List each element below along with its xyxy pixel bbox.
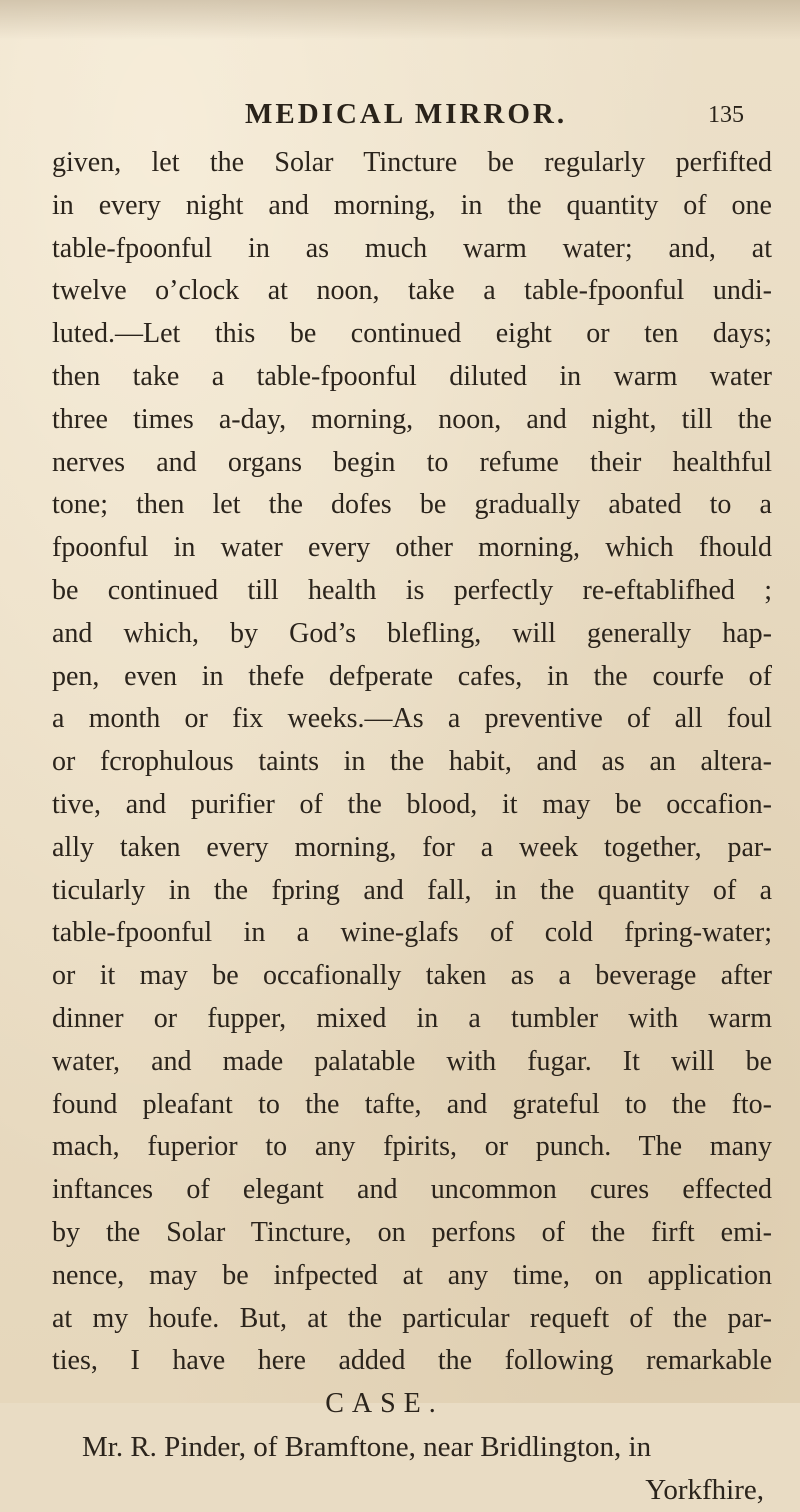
body-text [52, 142, 772, 1512]
text-line: dinner or fupper, mixed in a tumbler with warm [52, 1002, 772, 1034]
text-line: table-fpoonful in as much warm water; and, at [52, 232, 772, 264]
text-line: luted.—Let this be continued eight or ten days; [52, 318, 772, 350]
text-line: twelve o’clock at noon, take a table-fpoonful undi- [52, 275, 772, 307]
text-line: nerves and organs begin to refume their healthful [52, 446, 772, 478]
text-line: inftances of elegant and uncommon cures effected [52, 1174, 772, 1206]
text-line: tive, and purifier of the blood, it may be occafion- [52, 788, 772, 820]
text-line: three times a-day, morning, noon, and night, till the [52, 403, 772, 435]
text-line: ticularly in the fpring and fall, in the quantity of a [52, 874, 772, 906]
text-line: and which, by God’s blefling, will generally hap- [52, 617, 772, 649]
running-title: MEDICAL MIRROR. [245, 98, 568, 130]
running-head [0, 98, 800, 142]
text-line: table-fpoonful in a wine-glafs of cold fpring-water; [52, 917, 772, 949]
text-line: given, let the Solar Tincture be regularly perfifted [52, 147, 772, 178]
catchword: Yorkfhire, [645, 1473, 764, 1506]
page-number: 135 [708, 102, 744, 128]
text-line: mach, fuperior to any fpirits, or punch. The many [52, 1131, 772, 1163]
text-line: fpoonful in water every other morning, which fhould [52, 532, 772, 564]
text-line: nence, may be infpected at any time, on application [52, 1259, 772, 1291]
text-line: be continued till health is perfectly re-eftablifhed ; [52, 574, 772, 606]
page-edge-shadow [0, 0, 800, 40]
text-line: ties, I have here added the following remarkable [52, 1345, 772, 1377]
text-line: pen, even in thefe defperate cafes, in the courfe of [52, 660, 772, 692]
case-first-line: Mr. R. Pinder, of Bramftone, near Bridlington, in [82, 1430, 652, 1463]
case-heading: CASE. [325, 1388, 444, 1420]
text-line: water, and made palatable with fugar. It will be [52, 1045, 772, 1077]
text-line: at my houfe. But, at the particular requeft of the par- [52, 1302, 772, 1334]
text-line: a month or fix weeks.—As a preventive of all foul [52, 703, 772, 735]
text-line: found pleafant to the tafte, and grateful to the fto- [52, 1088, 772, 1120]
text-line: by the Solar Tincture, on perfons of the firft emi- [52, 1216, 772, 1248]
text-line: or fcrophulous taints in the habit, and as an altera- [52, 746, 772, 778]
text-line: then take a table-fpoonful diluted in warm water [52, 360, 772, 392]
text-line: tone; then let the dofes be gradually abated to a [52, 489, 772, 521]
text-line: or it may be occafionally taken as a beverage after [52, 960, 772, 992]
text-line: ally taken every morning, for a week together, par- [52, 831, 772, 863]
text-line: in every night and morning, in the quantity of one [52, 189, 772, 221]
